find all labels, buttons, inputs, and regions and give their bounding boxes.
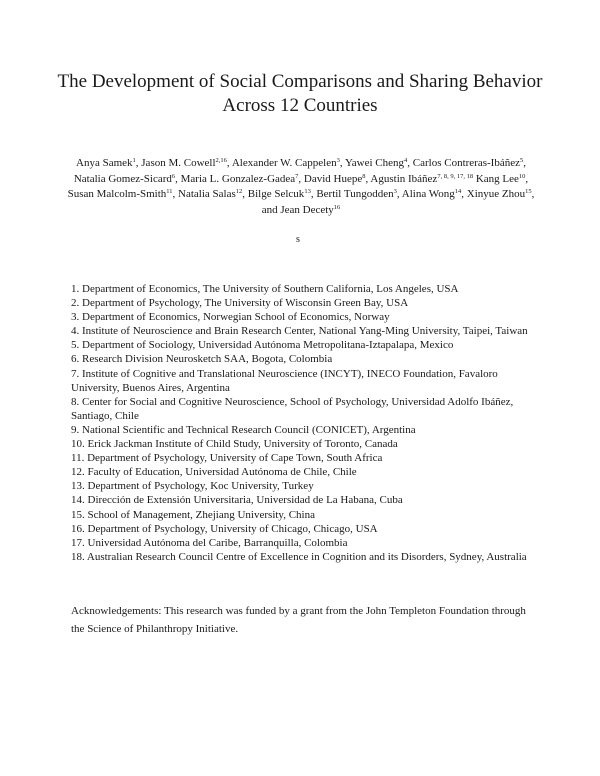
author-separator: , and	[261, 188, 535, 216]
author-affiliation-mark: 13	[304, 188, 311, 195]
affiliation-list	[71, 282, 541, 564]
author-name: Carlos Contreras-Ibáñez	[412, 157, 520, 169]
affiliation-item: 6. Research Division Neurosketch SAA, Bogota, Colombia	[71, 353, 333, 366]
author-name: Jason M. Cowell	[141, 157, 216, 169]
author-separator: ,	[523, 157, 526, 169]
author-affiliation-mark: 5	[519, 157, 524, 164]
author-affiliation-mark: 7, 8, 9, 17, 18	[437, 172, 474, 180]
acknowledgements: Acknowledgements: This research was funded by a grant from the John Templeton Foundation through the Science of Philanthropy Initiative.	[71, 605, 526, 635]
author-name: Natalia Gomez-Sicard	[73, 172, 172, 185]
author-separator: ,	[175, 172, 181, 185]
author-separator: ,	[226, 157, 232, 169]
affiliation-item: 12. Faculty of Education, Universidad Autónoma de Chile, Chile	[71, 466, 357, 479]
author-affiliation-mark: 8	[362, 172, 366, 180]
author-affiliation-mark: 16	[333, 203, 341, 211]
author-affiliation-mark: 3	[336, 157, 340, 164]
author-affiliation-mark: 11	[166, 188, 173, 195]
author-name: Bilge Selcuk	[247, 188, 305, 200]
paper-title: The Development of Social Comparisons and Sharing Behavior Across 12 Countries	[57, 71, 543, 116]
affiliation-item: 5. Department of Sociology, Universidad Autónoma Metropolitana-Iztapalapa, Mexico	[71, 339, 454, 352]
author-name: Maria L. Gonzalez-Gadea	[180, 172, 296, 185]
author-affiliation-mark: 1	[132, 157, 136, 164]
author-name: Natalia Salas	[178, 188, 236, 200]
affiliation-item: 16. Department of Psychology, University of Chicago, Chicago, USA	[71, 522, 378, 535]
affiliation-item: 1. Department of Economics, The University of Southern California, Los Angeles, USA	[71, 283, 459, 295]
author-name: Anya Samek	[76, 157, 133, 169]
author-separator: ,	[135, 157, 142, 169]
affiliation-item: 7. Institute of Cognitive and Translational Neuroscience (INCYT), INECO Foundation, Favaloro University, Buenos Aires, Argentina	[71, 367, 498, 394]
affiliation-item: 15. School of Management, Zhejiang University, China	[71, 508, 315, 521]
author-name: Alina Wong	[401, 188, 455, 200]
author-affiliation-mark: 6	[171, 172, 176, 180]
affiliation-item: 18. Australian Research Council Centre of Excellence in Cognition and its Disorders, Sydney, Australia	[71, 550, 527, 563]
author-name: Kang Lee	[475, 172, 519, 185]
author-name: Agustin Ibáñez	[370, 172, 438, 185]
affiliation-item: 17. Universidad Autónoma del Caribe, Barranquilla, Colombia	[71, 536, 348, 549]
author-separator: ,	[339, 157, 345, 169]
author-affiliation-mark: 3	[393, 188, 397, 195]
author-name: Alexander W. Cappelen	[231, 157, 337, 169]
affiliation-item: 14. Dirección de Extensión Universitaria, Universidad de La Habana, Cuba	[71, 494, 403, 507]
affiliation-item: 11. Department of Psychology, University of Cape Town, South Africa	[71, 452, 383, 465]
author-separator: ,	[172, 188, 179, 200]
author-separator: ,	[396, 188, 402, 200]
author-separator: ,	[365, 172, 371, 185]
author-name: David Huepe	[303, 172, 363, 185]
author-separator: ,	[461, 188, 467, 200]
affiliation-item: 13. Department of Psychology, Koc University, Turkey	[71, 480, 314, 493]
affiliation-item: 2. Department of Psychology, The University of Wisconsin Green Bay, USA	[71, 297, 409, 310]
author-affiliation-mark: 4	[404, 157, 408, 164]
author-list	[66, 156, 536, 218]
affiliation-item: 3. Department of Economics, Norwegian School of Economics, Norway	[71, 311, 390, 324]
author-name: Jean Decety	[280, 203, 334, 216]
author-separator: ,	[298, 172, 304, 185]
author-separator: ,	[242, 188, 248, 200]
author-name: Susan Malcolm-Smith	[67, 188, 167, 200]
author-affiliation-mark: 14	[454, 188, 462, 195]
author-separator: ,	[525, 172, 529, 185]
stray-mark: s	[296, 234, 300, 245]
author-affiliation-mark: 2,16	[215, 157, 227, 164]
affiliation-item: 8. Center for Social and Cognitive Neuroscience, School of Psychology, Universidad Adolfo Ibáñez, Santiago, Chile	[71, 395, 514, 422]
author-affiliation-mark: 7	[295, 172, 299, 180]
author-name: Bertil Tungodden	[316, 188, 394, 200]
author-affiliation-mark: 12	[235, 188, 243, 195]
affiliation-item: 10. Erick Jackman Institute of Child Study, University of Toronto, Canada	[71, 438, 398, 451]
affiliation-item: 4. Institute of Neuroscience and Brain Research Center, National Yang-Ming University, Taipei, Taiwan	[71, 325, 528, 338]
author-affiliation-mark: 10	[518, 172, 526, 180]
author-name: Yawei Cheng	[344, 157, 405, 169]
author-affiliation-mark: 15	[525, 188, 532, 195]
affiliation-item: 9. National Scientific and Technical Research Council (CONICET), Argentina	[71, 423, 416, 436]
author-separator: ,	[310, 188, 317, 200]
author-name: Xinyue Zhou	[466, 188, 526, 200]
author-separator: ,	[407, 157, 413, 169]
